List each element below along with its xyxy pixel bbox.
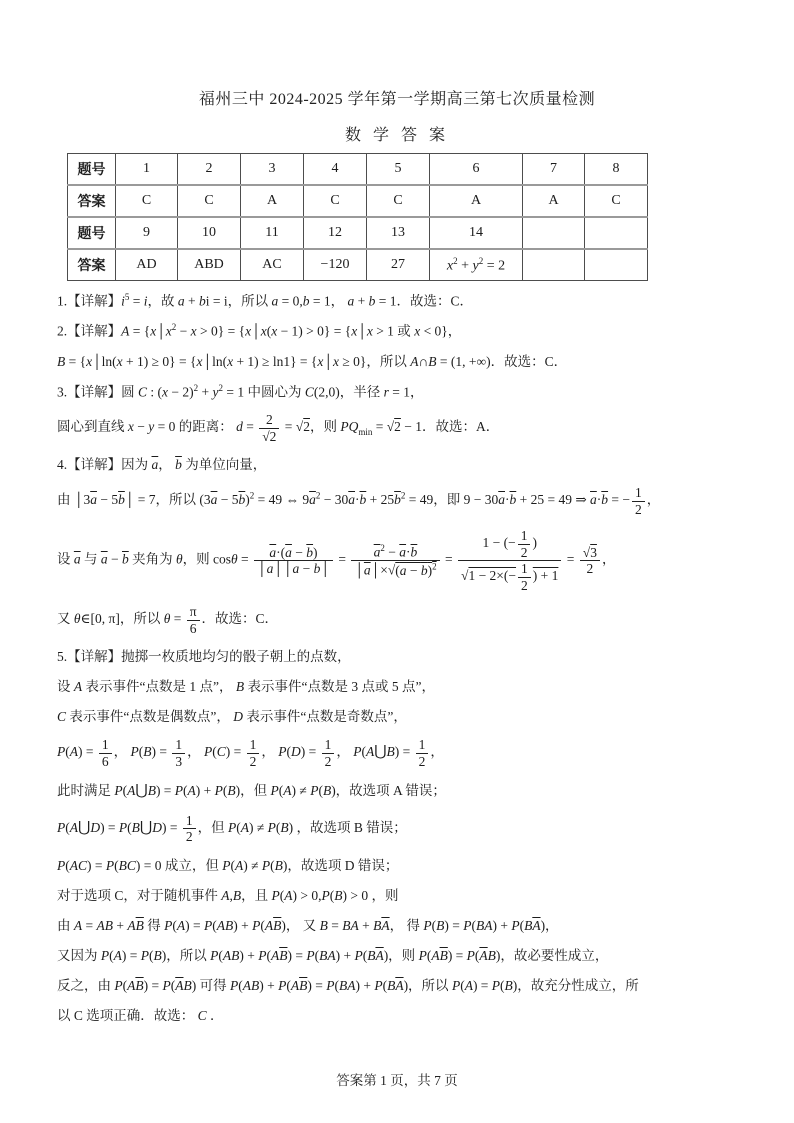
solution-5-line: 此时满足 P(A⋃B) = P(A) + P(B)，但 P(A) ≠ P(B)，故选项 A 错误；	[57, 783, 446, 800]
table-cell: A	[241, 185, 304, 217]
row-header: 题号	[68, 217, 116, 249]
table-cell: C	[585, 185, 648, 217]
document-subtitle: 数 学 答 案	[344, 127, 449, 144]
answer-table	[67, 153, 648, 281]
solutions-section	[0, 281, 794, 1027]
table-cell: C	[304, 185, 367, 217]
solution-3-line: 3.【详解】圆 C : $(x - 2)^2 + y^2 = 1$ 中圆心为 C(2,0)，半径 r = 1，	[57, 382, 424, 400]
table-cell: 13	[367, 217, 430, 249]
table-cell: 7	[523, 154, 585, 186]
page-footer: 答案第 1 页，共 7 页	[336, 1073, 458, 1088]
table-cell: 27	[367, 249, 430, 281]
solution-5-line: 对于选项 C，对于随机事件 A,B，且 P(A) > 0,P(B) > 0 ，则	[57, 887, 399, 903]
solution-4-line: 又 θ∈[0, π]，所以 θ = $\frac{\pi}{6}$ ．故选：C．	[57, 604, 279, 636]
solution-5-line: 又因为 P(A) = P(B)，所以 $P(AB) + P(A\overline{B}) = P(BA) + P(B\overline{A})$，则 $P(A\overline{B}) = P(\overline{A}B)$，故必要性成立，	[57, 947, 609, 963]
table-cell: C	[178, 185, 241, 217]
table-cell: 5	[367, 154, 430, 186]
table-cell: 3	[241, 154, 304, 186]
table-cell: 8	[585, 154, 648, 186]
solution-5-line: 由 A = AB + $A\overline{B}$ 得 $P(A) = P(AB) + P(A\overline{B})$， 又 B = BA + $B\overline{A}$， 得 $P(B) = P(BA) + P(B\overline{A})$，	[57, 917, 559, 933]
document-title: 福州三中 2024-2025 学年第一学期高三第七次质量检测	[198, 91, 596, 108]
table-cell: AC	[241, 249, 304, 281]
solution-4-line: 设 $\overline{a}$ 与 $\overline{a} - \overline{b}$ 夹角为 θ，则 cosθ = $\frac{\overline{a}\cdot(\overline{a} - \overline{b})}{│\overline{a}││\overline{a} - \overline{b}│}$ = $\frac{\overline{a}^2 - \overline{a}\cdot\overline{b}}{│\overline{a}│\times√(a - b)^2}$ = 1 − (− $\frac{1}{2}$ ) √1 − 2×(− $\frac{1}{2}$ ) + 1 = $\frac{√3}{2}$ ，	[57, 528, 616, 593]
table-cell	[585, 249, 648, 281]
table-cell: 10	[178, 217, 241, 249]
solution-2-line: B = {x│ln(x + 1) ≥ 0} = {x│ln(x + 1) ≥ ln1} = {x│x ≥ 0}，所以 A∩B = (1, +∞)．故选：C．	[57, 353, 568, 369]
table-cell: 1	[116, 154, 178, 186]
table-cell: ABD	[178, 249, 241, 281]
table-cell: 4	[304, 154, 367, 186]
solution-5-line: 5.【详解】抛掷一枚质地均匀的骰子朝上的点数，	[57, 649, 351, 665]
table-cell: C	[116, 185, 178, 217]
row-header: 题号	[68, 154, 116, 186]
table-cell: C	[367, 185, 430, 217]
solution-5-line: P(A⋃D) = P(B⋃D) = $\frac{1}{2}$ ，但 P(A) ≠ P(B) ，故选项 B 错误；	[57, 812, 407, 845]
table-cell: 2	[178, 154, 241, 186]
solution-4-line: 4.【详解】因为 $\overline{a}$， $\overline{b}$ 为单位向量，	[57, 457, 267, 473]
table-cell: AD	[116, 249, 178, 281]
solution-4-line: 由 $│3\overline{a}$ − $5\overline{b}│ = 7$，所以 $(3\overline{a} - 5\overline{b})^2 = 49$ ⇔ $9\overline{a}^2 - 30\overline{a}\cdot\overline{b} + 25\overline{b}^2 = 49$，即 $9 - 30\overline{a}\cdot\overline{b} + 25 = 49$ ⇒ $\overline{a}\cdot\overline{b}$ = − $\frac{1}{2}$ ，	[57, 485, 661, 517]
solution-1-line: 1.【详解】$i^5 = i$，故 a + bi = i，所以 a = 0,b = 1， a + b = 1．故选：C．	[57, 292, 474, 309]
table-cell: A	[430, 185, 523, 217]
table-cell: 6	[430, 154, 523, 186]
table-row-answers-9-14	[68, 249, 648, 281]
table-cell: 14	[430, 217, 523, 249]
solution-5-line: P(AC) = P(BC) = 0 成立，但 P(A) ≠ P(B)，故选项 D 错误；	[57, 857, 399, 873]
table-cell: A	[523, 185, 585, 217]
solution-2-line: 2.【详解】$A = \{x│x^2 - x > 0\}$ = {x│x(x − 1) > 0} = {x│x > 1 或 x < 0}，	[57, 322, 462, 339]
table-cell	[523, 217, 585, 249]
table-cell	[523, 249, 585, 281]
table-row-answers-1-8	[68, 185, 648, 217]
row-header: 答案	[68, 185, 116, 217]
table-row-question-numbers-1-8	[68, 154, 648, 186]
table-row-question-numbers-9-14	[68, 217, 648, 249]
table-cell: 9	[116, 217, 178, 249]
row-header: 答案	[68, 249, 116, 281]
solution-3-line: 圆心到直线 x − y = 0 的距离： d = $\frac{2}{√2}$ = √2，则 $PQ_{min} = √2 - 1$．故选：A．	[57, 412, 500, 444]
table-cell	[585, 217, 648, 249]
solution-5-line: 设 A 表示事件“点数是 1 点”， B 表示事件“点数是 3 点或 5 点”，	[57, 679, 435, 695]
solution-5-line: 以 C 选项正确．故选： C ．	[57, 1007, 224, 1023]
solution-5-line: P(A) = $\frac{1}{6}$ ， P(B) = $\frac{1}{3}$ ， P(C) = $\frac{1}{2}$ ， P(D) = $\frac{1}{2}$ ， P(A⋃B) = $\frac{1}{2}$ ，	[57, 737, 444, 769]
table-cell: 12	[304, 217, 367, 249]
solution-5-line: 反之，由 $P(A\overline{B}) = P(\overline{A}B)$ 可得 $P(AB) + P(A\overline{B}) = P(BA) + P(B\overline{A})$，所以 P(A) = P(B)，故充分性成立，所	[57, 977, 639, 993]
table-cell: −120	[304, 249, 367, 281]
table-cell: 11	[241, 217, 304, 249]
table-cell: $x^2 + y^2 = 2$	[430, 249, 523, 281]
solution-5-line: C 表示事件“点数是偶数点”， D 表示事件“点数是奇数点”，	[57, 709, 407, 725]
